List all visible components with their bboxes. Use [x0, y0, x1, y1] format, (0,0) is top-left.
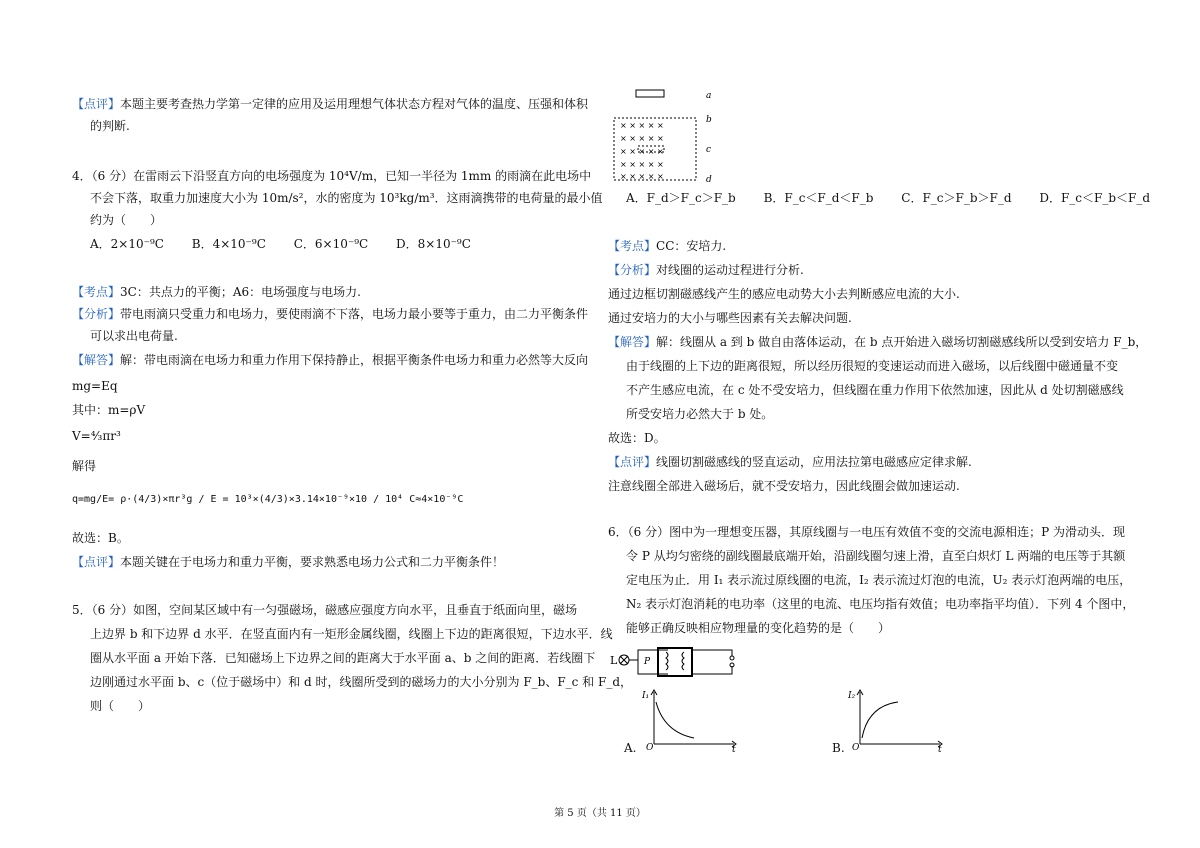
circuit-label-l: L — [610, 654, 618, 667]
q4-stem-1: 4．（6 分）在雷雨云下沿竖直方向的电场强度为 10⁴V/m，已知一半径为 1mm 的雨滴在此电场中 — [72, 169, 592, 183]
page-footer: 第 5 页（共 11 页） — [554, 808, 646, 819]
q5-dianping: 【点评】线圈切割磁感线的竖直运动，应用法拉第电磁感应定律求解. — [608, 455, 972, 469]
magnetic-field-figure — [608, 86, 718, 186]
graph-a — [622, 688, 742, 752]
q5-jieda: 【解答】解：线圈从 a 到 b 做自由落体运动，在 b 点开始进入磁场切割磁感线所以受到安培力 F_b， — [608, 335, 1148, 349]
q6-stem-2: 令 P 从均匀密绕的副线圈最底端开始，沿副线圈匀速上滑，直至白炽灯 L 两端的电压等于其额 — [626, 549, 1126, 563]
graph-b-origin: O — [852, 743, 860, 752]
svg-text:× × × × ×: × × × × × — [620, 121, 664, 130]
q5-analysis-a: 通过边框切割磁感线产生的感应电动势大小去判断感应电流的大小. — [608, 287, 960, 301]
q4-kaodian: 【考点】3C：共点力的平衡；A6：电场强度与电场力. — [72, 285, 361, 299]
q4-fenxi: 【分析】带电雨滴只受重力和电场力，要使雨滴不下落，电场力最小要等于重力，由二力平衡条件 — [72, 307, 589, 321]
q4-stem-2: 不会下落，取重力加速度大小为 10m/s²，水的密度为 10³kg/m³．这雨滴携带的电荷量的最小值 — [90, 191, 603, 205]
graph-b-y-label: I₂ — [848, 691, 856, 701]
q5-stem-3: 圈从水平面 a 开始下落．已知磁场上下边界之间的距离大于水平面 a、b 之间的距离．若线圈下 — [90, 651, 596, 665]
q4-eq-4: 解得 — [72, 459, 97, 473]
q4-eq-1: mg=Eq — [72, 379, 118, 393]
q6-stem-5: 能够正确反映相应物理量的变化趋势的是（ ） — [626, 621, 891, 635]
q4-stem-3: 约为（ ） — [90, 213, 163, 227]
q4-option-b: B．4×10⁻⁹C — [191, 237, 266, 251]
q5-kaodian: 【考点】CC：安培力. — [608, 239, 727, 253]
q4-answer: 故选：B。 — [72, 531, 129, 545]
q4-jieda: 【解答】解：带电雨滴在电场力和重力作用下保持静止，根据平衡条件电场力和重力必然等大反向 — [72, 353, 589, 367]
q4-option-d: D．8×10⁻⁹C — [396, 237, 471, 251]
q5-jieda-3: 不产生感应电流，在 c 处不受安培力，但线圈在重力作用下依然加速，因此从 d 处切割磁感线 — [626, 383, 1124, 397]
q5-option-c: C．F_c＞F_b＞F_d — [901, 191, 1012, 205]
q5-answer: 故选：D。 — [608, 431, 666, 445]
svg-text:× × × × ×: × × × × × — [620, 160, 664, 169]
q5-stem-5: 则（ ） — [90, 699, 151, 713]
q4-dianping: 【点评】本题关键在于电场力和重力平衡，要求熟悉电场力公式和二力平衡条件！ — [72, 555, 505, 569]
q6-stem-3: 定电压为止．用 I₁ 表示流过原线圈的电流，I₂ 表示流过灯泡的电流，U₂ 表示灯泡两端的电压， — [626, 573, 1132, 587]
q5-note: 注意线圈全部进入磁场后，就不受安培力，因此线圈会做加速运动. — [608, 479, 960, 493]
fig-label-a: a — [706, 91, 712, 101]
q4-option-c: C．6×10⁻⁹C — [293, 237, 369, 251]
graph-b-label: B. — [832, 741, 845, 755]
graph-a-origin: O — [646, 743, 654, 752]
q4-eq-2: 其中：m=ρV — [72, 403, 146, 417]
q5-options — [608, 190, 1174, 206]
circuit-label-p: P — [644, 657, 651, 667]
svg-text:× × × × ×: × × × × × — [620, 134, 664, 143]
fig-label-d: d — [706, 175, 712, 185]
svg-text:× × × × ×: × × × × × — [620, 172, 664, 181]
fig-label-c: c — [706, 145, 712, 155]
q5-stem-2: 上边界 b 和下边界 d 水平．在竖直面内有一矩形金属线圈，线圈上下边的距离很短，下边水平．线 — [90, 627, 613, 641]
q5-fenxi: 【分析】对线圈的运动过程进行分析. — [608, 263, 804, 277]
graph-a-label: A. — [624, 741, 637, 755]
graph-b-x-label: t — [938, 745, 942, 752]
q4-eq-5: q=mg/E= ρ·(4/3)×πr³g / E = 10³×(4/3)×3.14×10⁻⁹×10 / 10⁴ C≈4×10⁻⁹C — [72, 494, 464, 505]
graph-a-y-label: I₁ — [642, 691, 650, 701]
q3-review-cont: 的判断. — [90, 119, 130, 133]
graph-a-x-label: t — [732, 745, 736, 752]
q5-option-d: D．F_c＜F_b＜F_d — [1039, 191, 1151, 205]
q5-jieda-4: 所受安培力必然大于 b 处。 — [626, 407, 774, 421]
q5-jieda-2: 由于线圈的上下边的距离很短，所以经历很短的变速运动而进入磁场，以后线圈中磁通量不变 — [626, 359, 1119, 373]
q5-option-a: A．F_d＞F_c＞F_b — [626, 191, 736, 205]
q6-stem-1: 6．（6 分）图中为一理想变压器，其原线圈与一电压有效值不变的交流电源相连；P 为滑动头．现 — [608, 525, 1125, 539]
q5-option-b: B．F_c＜F_d＜F_b — [763, 191, 874, 205]
graph-b — [828, 688, 948, 752]
q4-eq-3: V=⁴⁄₃πr³ — [72, 429, 121, 443]
transformer-circuit — [608, 644, 748, 684]
q5-stem-1: 5．（6 分）如图，空间某区域中有一匀强磁场，磁感应强度方向水平，且垂直于纸面向里，磁场 — [72, 603, 578, 617]
q4-option-a: A．2×10⁻⁹C — [90, 237, 164, 251]
fig-label-b: b — [706, 115, 712, 125]
q3-review: 【点评】本题主要考查热力学第一定律的应用及运用理想气体状态方程对气体的温度、压强和体积 — [72, 97, 589, 111]
q4-fenxi-cont: 可以求出电荷量. — [90, 329, 178, 343]
svg-text:× × × × ×: × × × × × — [620, 147, 664, 156]
q5-stem-4: 边刚通过水平面 b、c（位于磁场中）和 d 时，线圈所受到的磁场力的大小分别为 F_b、F_c 和 F_d， — [90, 675, 633, 689]
q5-analysis-b: 通过安培力的大小与哪些因素有关去解决问题. — [608, 311, 852, 325]
q4-options — [72, 236, 495, 252]
q6-stem-4: N₂ 表示灯泡消耗的电功率（这里的电流、电压均指有效值；电功率指平均值）．下列 4 个图中， — [626, 597, 1135, 611]
